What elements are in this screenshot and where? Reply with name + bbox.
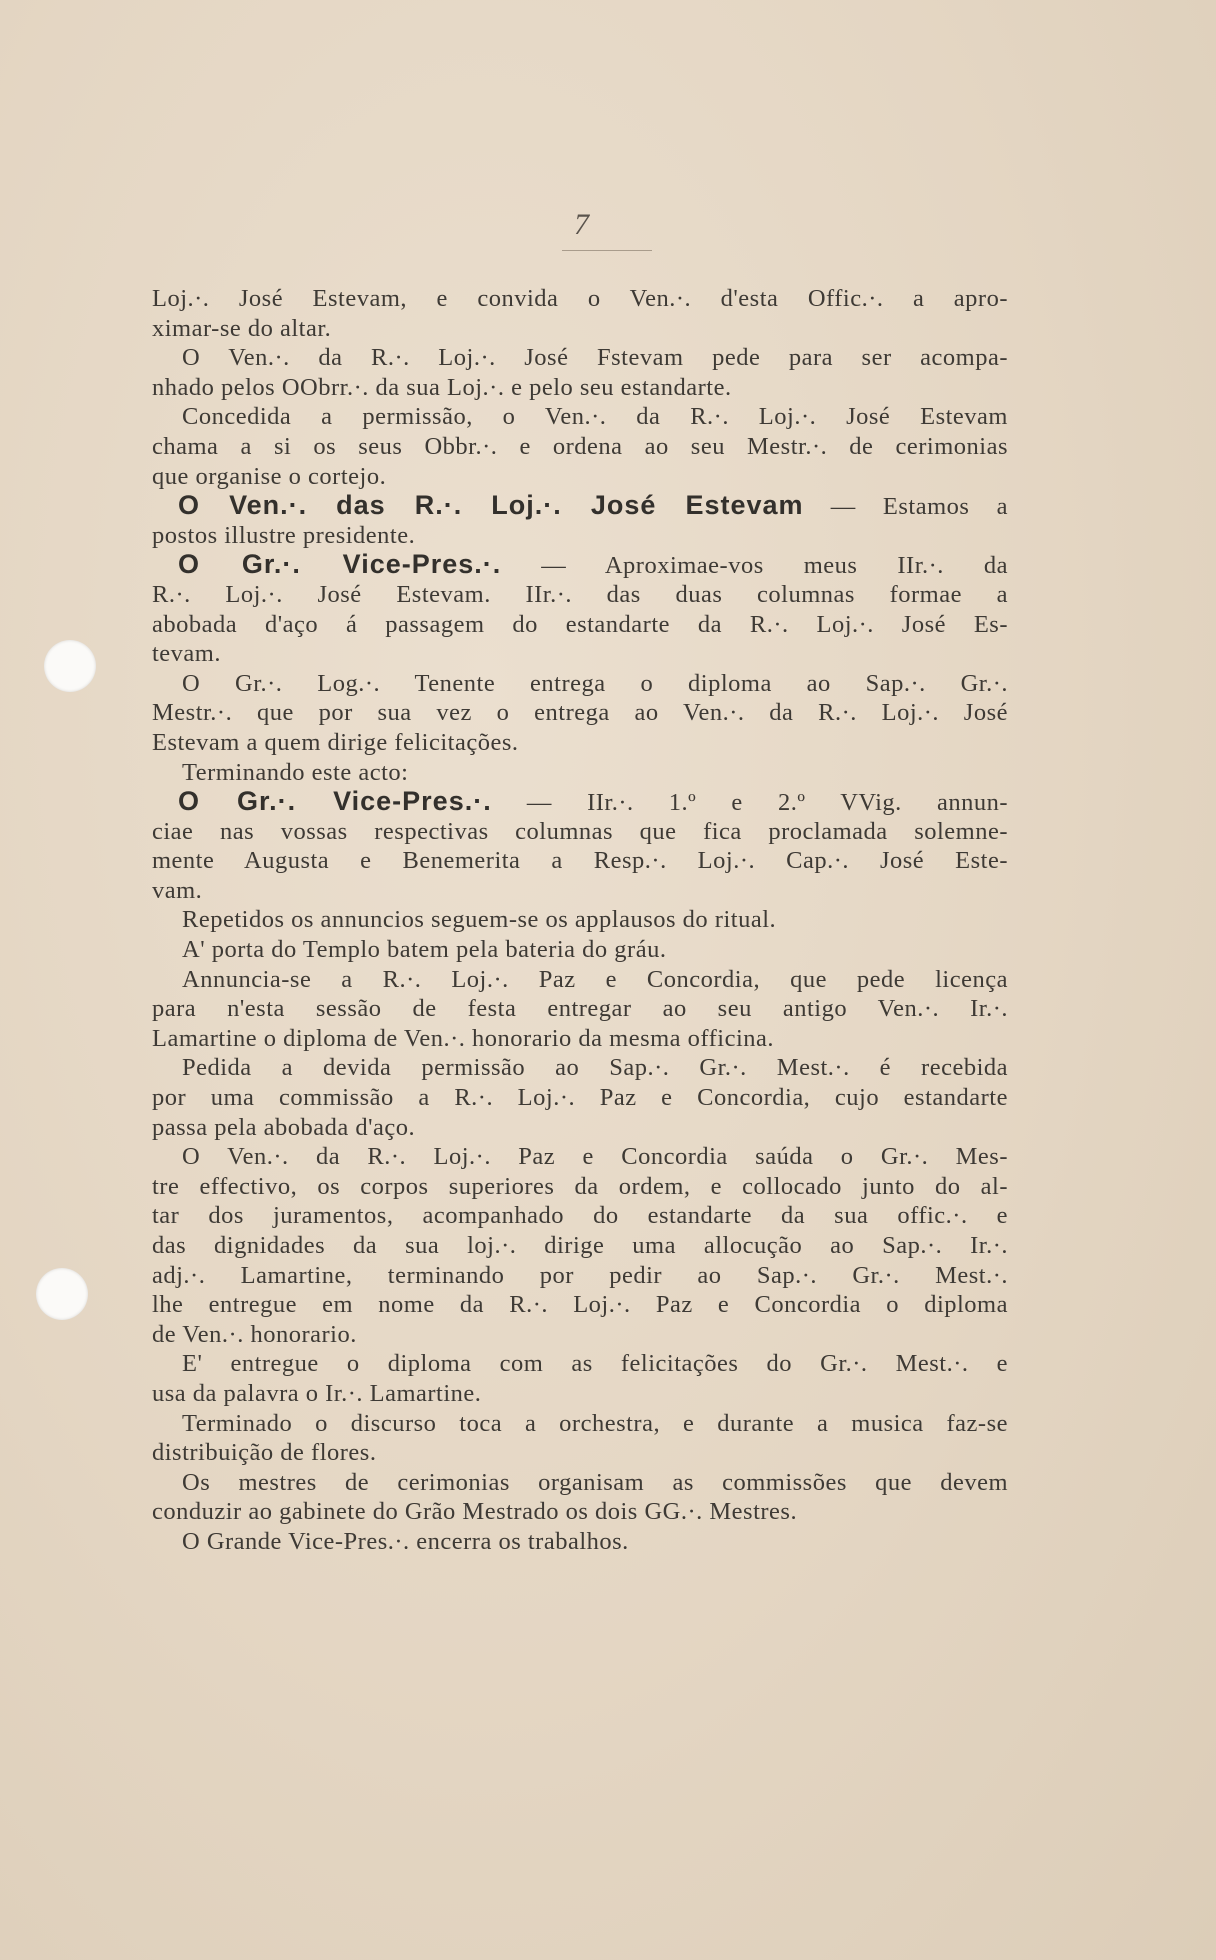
text-line	[152, 373, 1008, 403]
text-line	[152, 491, 1008, 521]
line-text: mente Augusta e Benemerita a Resp.·. Loj.·. Cap.·. José Este-	[152, 847, 1008, 875]
text-line	[152, 1438, 1008, 1468]
text-line	[152, 935, 1008, 965]
text-line	[152, 1172, 1008, 1202]
text-line	[152, 1527, 1008, 1557]
line-text: que organise o cortejo.	[152, 462, 387, 490]
text-line	[152, 1231, 1008, 1261]
text-line	[152, 1113, 1008, 1143]
line-text: — Estamos a	[803, 493, 1008, 521]
text-line	[152, 1468, 1008, 1498]
text-line	[152, 1201, 1008, 1231]
text-line	[152, 580, 1008, 610]
line-text: O Grande Vice-Pres.·. encerra os trabalhos.	[182, 1527, 629, 1555]
text-line	[152, 817, 1008, 847]
line-text: de Ven.·. honorario.	[152, 1320, 357, 1348]
speaker-name: O Gr.·. Vice-Pres.·.	[178, 549, 502, 580]
punch-hole-top	[44, 640, 96, 692]
line-text: R.·. Loj.·. José Estevam. IIr.·. das duas columnas formae a	[152, 580, 1008, 608]
line-text: ciae nas vossas respectivas columnas que fica proclamada solemne-	[152, 817, 1008, 845]
line-text: Repetidos os annuncios seguem-se os applausos do ritual.	[182, 906, 777, 934]
line-text: das dignidades da sua loj.·. dirige uma allocução ao Sap.·. Ir.·.	[152, 1232, 1008, 1259]
line-text: Terminando este acto:	[182, 758, 409, 786]
text-line	[152, 994, 1008, 1024]
text-line	[152, 698, 1008, 728]
text-line	[152, 1053, 1008, 1083]
punch-hole-bottom	[36, 1268, 88, 1320]
line-text: — IIr.·. 1.º e 2.º VVig. annun-	[491, 789, 1008, 817]
text-line	[152, 1142, 1008, 1172]
line-text: Loj.·. José Estevam, e convida o Ven.·. d'esta Offic.·. a apro-	[152, 285, 1008, 312]
line-text: E' entregue o diploma com as felicitações do Gr.·. Mest.·. e	[182, 1350, 1008, 1378]
text-line	[152, 343, 1008, 373]
line-text: O Ven.·. da R.·. Loj.·. Paz e Concordia saúda o Gr.·. Mes-	[182, 1143, 1008, 1171]
line-text: Estevam a quem dirige felicitações.	[152, 728, 519, 756]
document-body	[152, 284, 1008, 1557]
line-text: postos illustre presidente.	[152, 521, 416, 549]
line-text: O Gr.·. Log.·. Tenente entrega o diploma ao Sap.·. Gr.·.	[182, 669, 1008, 697]
line-text: adj.·. Lamartine, terminando por pedir ao Sap.·. Gr.·. Mest.·.	[152, 1261, 1008, 1289]
line-text: Mestr.·. que por sua vez o entrega ao Ven.·. da R.·. Loj.·. José	[152, 699, 1008, 727]
line-text: passa pela abobada d'aço.	[152, 1113, 416, 1141]
text-line	[152, 432, 1008, 462]
text-line	[152, 905, 1008, 935]
text-line	[152, 1024, 1008, 1054]
text-line	[152, 402, 1008, 432]
line-text: — Aproximae-vos meus IIr.·. da	[501, 552, 1008, 580]
text-line	[152, 639, 1008, 669]
line-text: Lamartine o diploma de Ven.·. honorario da mesma officina.	[152, 1024, 775, 1052]
page-number: 7	[574, 208, 589, 241]
line-text: ximar-se do altar.	[152, 314, 332, 342]
text-line	[152, 1379, 1008, 1409]
speaker-name: O Ven.·. das R.·. Loj.·. José Estevam	[178, 490, 804, 521]
text-line	[152, 1409, 1008, 1439]
line-text: Concedida a permissão, o Ven.·. da R.·. Loj.·. José Estevam	[182, 403, 1008, 431]
line-text: A' porta do Templo batem pela bateria do gráu.	[182, 936, 667, 964]
line-text: Os mestres de cerimonias organisam as commissões que devem	[182, 1468, 1008, 1496]
text-line	[152, 610, 1008, 640]
text-line	[152, 669, 1008, 699]
line-text: distribuição de flores.	[152, 1439, 377, 1467]
text-line	[152, 314, 1008, 344]
line-text: chama a si os seus Obbr.·. e ordena ao seu Mestr.·. de cerimonias	[152, 432, 1008, 460]
text-line	[152, 1290, 1008, 1320]
text-line	[152, 1320, 1008, 1350]
text-line	[152, 1497, 1008, 1527]
line-text: lhe entregue em nome da R.·. Loj.·. Paz e Concordia o diploma	[152, 1291, 1008, 1319]
text-line	[152, 521, 1008, 551]
line-text: Pedida a devida permissão ao Sap.·. Gr.·. Mest.·. é recebida	[182, 1054, 1008, 1082]
line-text: abobada d'aço á passagem do estandarte da R.·. Loj.·. José Es-	[152, 610, 1008, 638]
page-number-rule	[562, 250, 652, 251]
line-text: O Ven.·. da R.·. Loj.·. José Fstevam pede para ser acompa-	[182, 344, 1008, 372]
text-line	[152, 876, 1008, 906]
line-text: tevam.	[152, 640, 221, 668]
line-text: por uma commissão a R.·. Loj.·. Paz e Concordia, cujo estandarte	[152, 1084, 1008, 1112]
text-line	[152, 758, 1008, 788]
text-line	[152, 1261, 1008, 1291]
text-line	[152, 462, 1008, 492]
line-text: Annuncia-se a R.·. Loj.·. Paz e Concordia, que pede licença	[182, 965, 1008, 993]
text-line	[152, 846, 1008, 876]
text-line	[152, 284, 1008, 314]
text-line	[152, 728, 1008, 758]
speaker-name: O Gr.·. Vice-Pres.·.	[178, 786, 492, 817]
line-text: tre effectivo, os corpos superiores da ordem, e collocado junto do al-	[152, 1172, 1008, 1200]
line-text: para n'esta sessão de festa entregar ao seu antigo Ven.·. Ir.·.	[152, 995, 1008, 1023]
line-text: usa da palavra o Ir.·. Lamartine.	[152, 1379, 482, 1407]
text-line	[152, 965, 1008, 995]
line-text: nhado pelos OObrr.·. da sua Loj.·. e pelo seu estandarte.	[152, 373, 732, 401]
text-line	[152, 1349, 1008, 1379]
line-text: tar dos juramentos, acompanhado do estandarte da sua offic.·. e	[152, 1202, 1008, 1230]
text-line	[152, 1083, 1008, 1113]
text-line	[152, 550, 1008, 580]
line-text: Terminado o discurso toca a orchestra, e durante a musica faz-se	[182, 1409, 1008, 1437]
text-line	[152, 787, 1008, 817]
line-text: conduzir ao gabinete do Grão Mestrado os dois GG.·. Mestres.	[152, 1498, 798, 1526]
line-text: vam.	[152, 876, 203, 904]
